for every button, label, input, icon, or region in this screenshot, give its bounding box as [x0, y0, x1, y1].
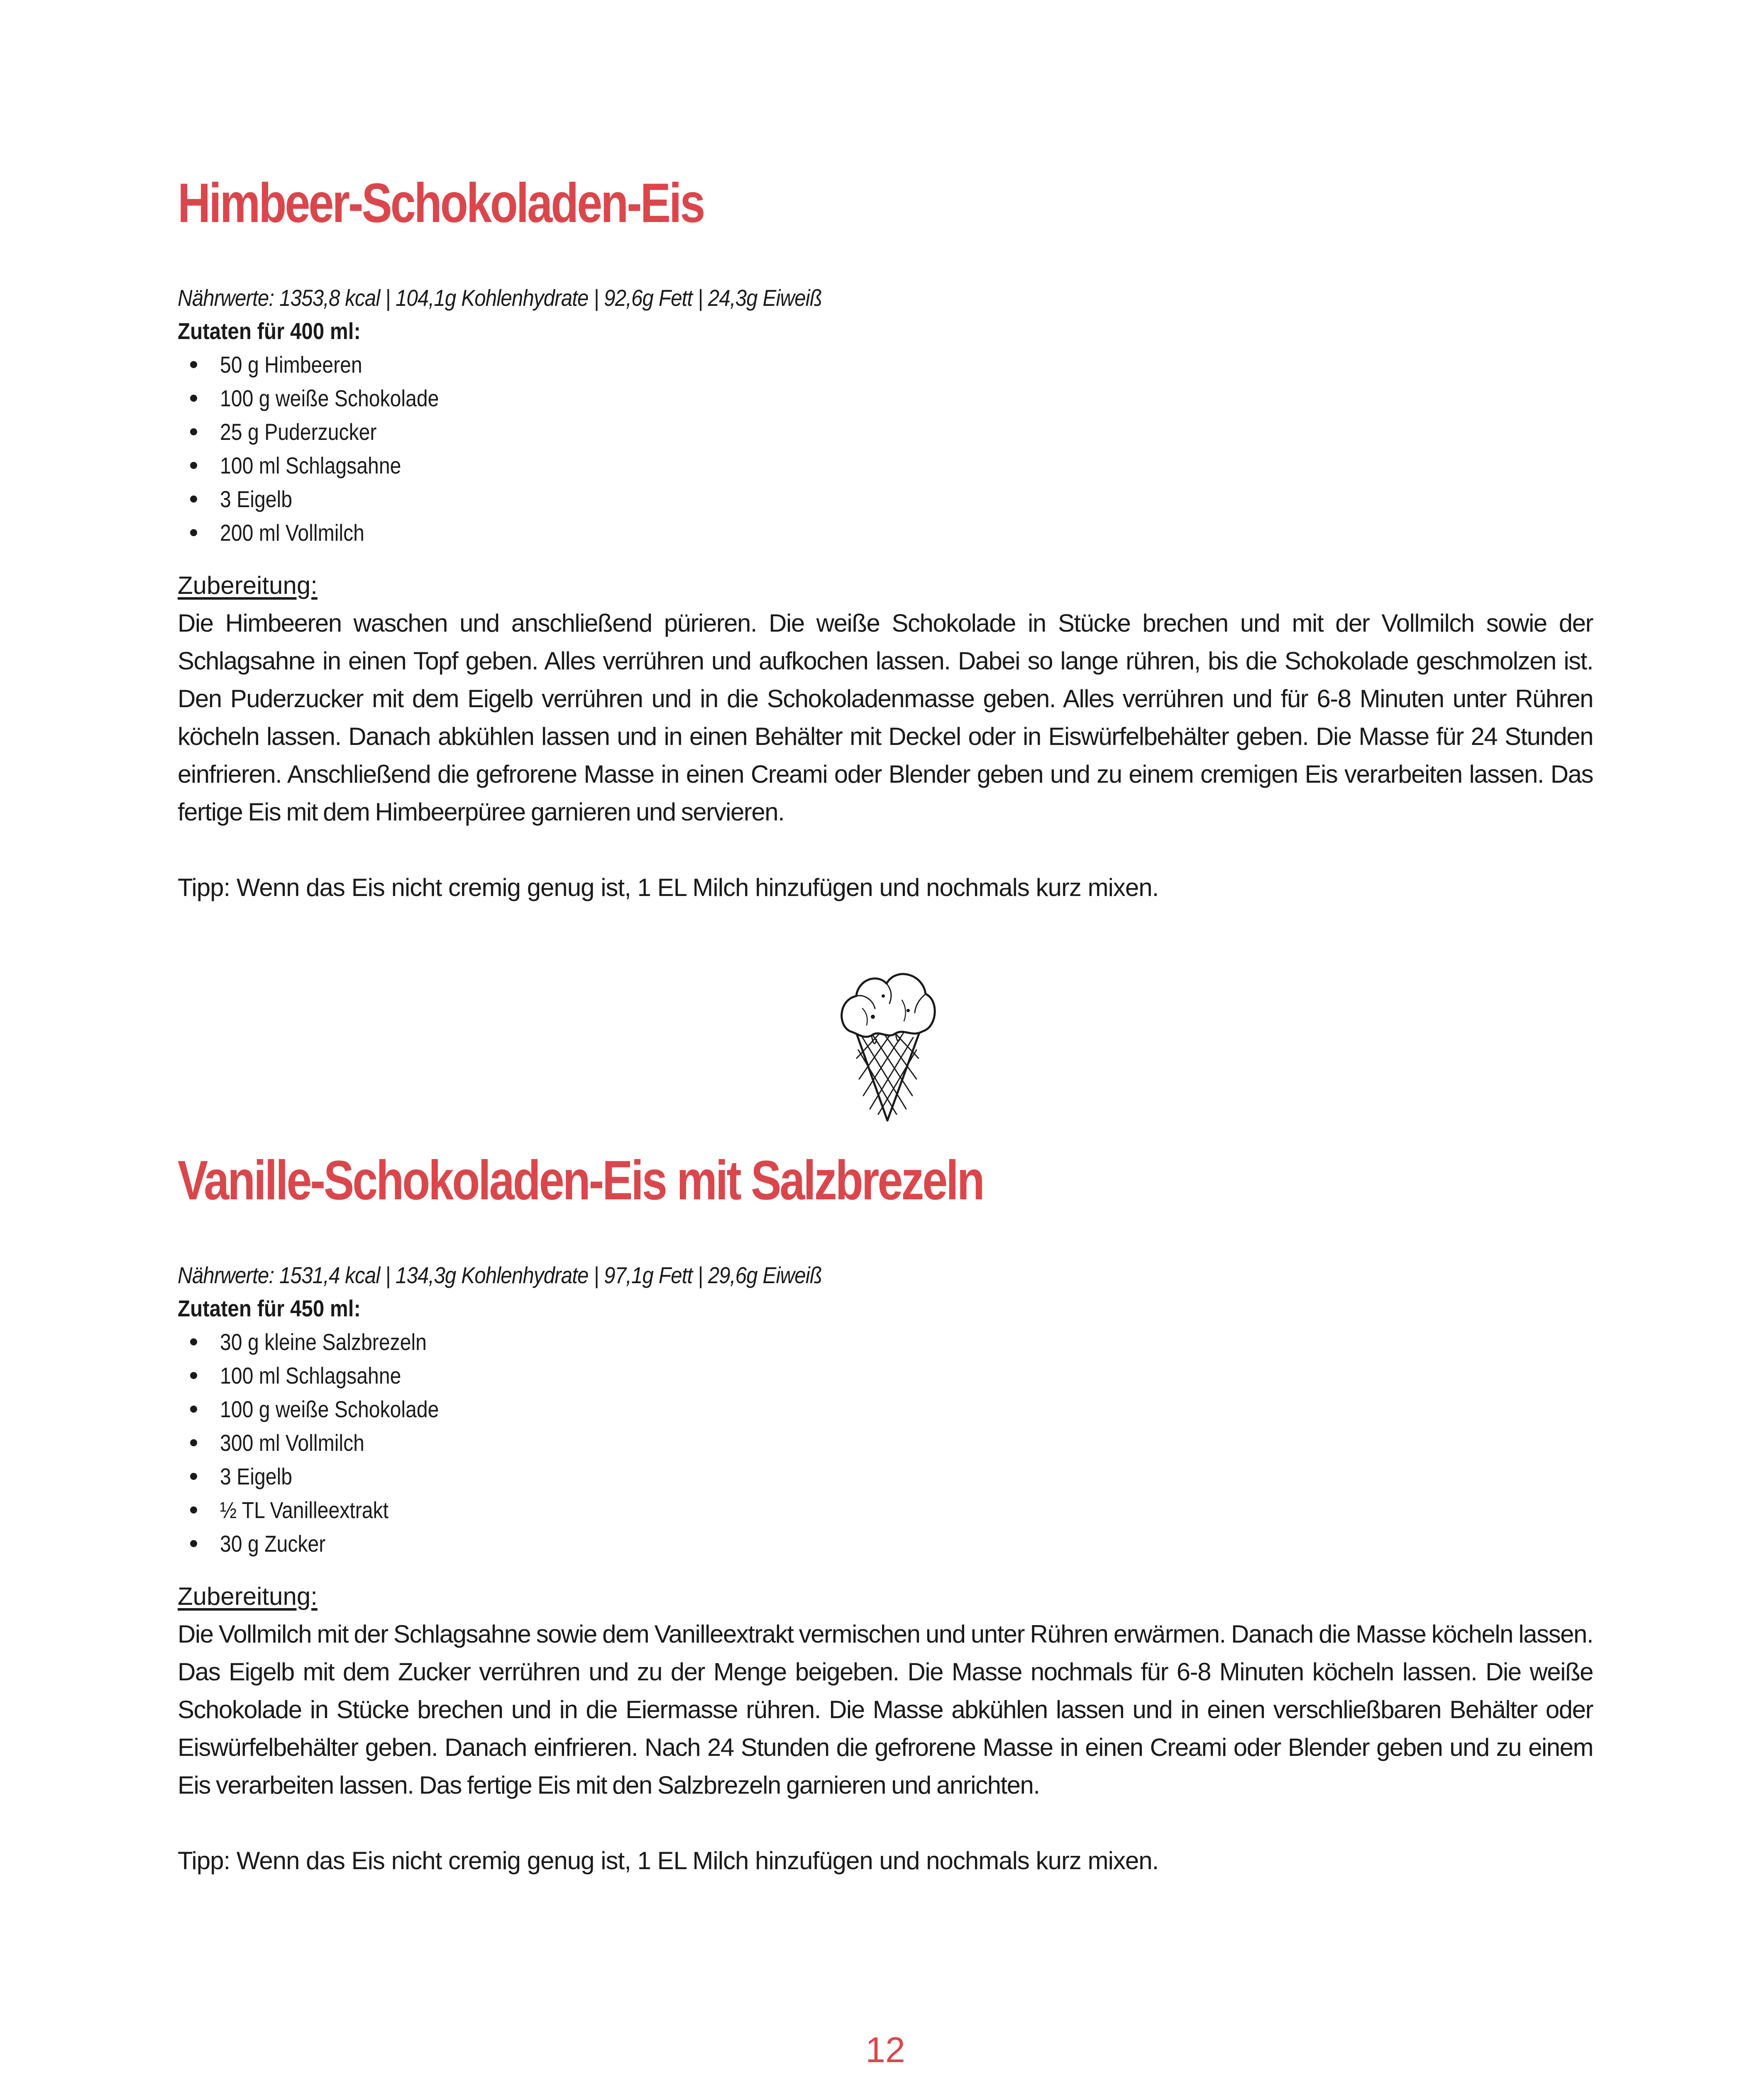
ingredient-item: 3 Eigelb — [178, 482, 1593, 516]
preparation-heading: Zubereitung: — [178, 571, 318, 599]
bullet-icon — [190, 1473, 197, 1480]
ingredient-item: 300 ml Vollmilch — [178, 1426, 1593, 1460]
ingredient-item: 100 ml Schlagsahne — [178, 1359, 1593, 1392]
recipe-raspberry-chocolate — [178, 170, 1593, 906]
ingredients-list — [178, 348, 1593, 549]
bullet-icon — [190, 496, 197, 503]
preparation-text: Die Vollmilch mit der Schlagsahne sowie dem Vanilleextrakt vermischen und unter Rühren erwärmen. Danach die Masse köcheln lassen. Das Eigelb mit dem Zucker verrühren und zu der Menge beigeben. Die Masse nochmals für 6-8 Minuten köcheln lassen. Die weiße Schokolade in Stücke brechen und in die Eiermasse rühren. Die Masse abkühlen lassen und in einen verschließbaren Behälter oder Eiswürfelbehälter geben. Danach einfrieren. Nach 24 Stunden die gefrorene Masse in einen Creami oder Blender geben und zu einem Eis verarbeiten lassen. Das fertige Eis mit den Salzbrezeln garnieren und anrichten. — [178, 1620, 1593, 1799]
recipe-title: Vanille-Schokoladen-Eis mit Salzbrezeln — [178, 1150, 983, 1211]
ingredient-item: 3 Eigelb — [178, 1460, 1593, 1493]
ingredient-item: 50 g Himbeeren — [178, 348, 1593, 381]
nutrition-info: Nährwerte: 1531,4 kcal | 134,3g Kohlenhydrate | 97,1g Fett | 29,6g Eiweiß — [178, 1262, 822, 1288]
recipe-title: Himbeer-Schokoladen-Eis — [178, 172, 704, 234]
ingredient-item: ½ TL Vanilleextrakt — [178, 1493, 1593, 1527]
bullet-icon — [190, 1506, 197, 1514]
recipe-page — [178, 0, 1593, 2075]
ingredient-item: 100 g weiße Schokolade — [178, 381, 1593, 415]
bullet-icon — [190, 395, 197, 402]
preparation-text: Die Himbeeren waschen und anschließend pürieren. Die weiße Schokolade in Stücke brechen und mit der Vollmilch sowie der Schlagsahne in einen Topf geben. Alles verrühren und aufkochen lassen. Dabei so lange rühren, bis die Schokolade geschmolzen ist. Den Puderzucker mit dem Eigelb verrühren und in die Schokoladenmasse geben. Alles verrühren und für 6-8 Minuten unter Rühren köcheln lassen. Danach abkühlen lassen und in einen Behälter mit Deckel oder in Eiswürfelbehälter geben. Die Masse für 24 Stunden einfrieren. Anschließend die gefrorene Masse in einen Creami oder Blender geben und zu einem cremigen Eis verarbeiten lassen. Das fertige Eis mit dem Himbeerpüree garnieren und servieren. — [178, 609, 1593, 826]
ingredients-heading: Zutaten für 400 ml: — [178, 318, 361, 344]
tip-text: Tipp: Wenn das Eis nicht cremig genug ist, 1 EL Milch hinzufügen und nochmals kurz mixen. — [178, 1847, 1159, 1875]
bullet-icon — [190, 1406, 197, 1413]
ingredients-list — [178, 1325, 1593, 1560]
bullet-icon — [190, 462, 197, 469]
page-number: 12 — [865, 2030, 905, 2070]
ingredients-heading: Zutaten für 450 ml: — [178, 1295, 361, 1321]
bullet-icon — [190, 361, 197, 368]
nutrition-info: Nährwerte: 1353,8 kcal | 104,1g Kohlenhydrate | 92,6g Fett | 24,3g Eiweiß — [178, 285, 822, 311]
bullet-icon — [190, 1439, 197, 1446]
bullet-icon — [190, 1372, 197, 1379]
bullet-icon — [190, 1338, 197, 1345]
ice-cream-cone-icon — [833, 954, 941, 1125]
ingredient-item: 25 g Puderzucker — [178, 415, 1593, 449]
ingredient-item: 30 g kleine Salzbrezeln — [178, 1325, 1593, 1359]
bullet-icon — [190, 1540, 197, 1547]
ingredient-item: 100 ml Schlagsahne — [178, 449, 1593, 482]
ingredient-item: 100 g weiße Schokolade — [178, 1392, 1593, 1426]
tip-text: Tipp: Wenn das Eis nicht cremig genug ist, 1 EL Milch hinzufügen und nochmals kurz mixen. — [178, 874, 1159, 901]
ingredient-item: 200 ml Vollmilch — [178, 516, 1593, 549]
bullet-icon — [190, 529, 197, 536]
bullet-icon — [190, 428, 197, 435]
ingredient-item: 30 g Zucker — [178, 1527, 1593, 1560]
recipe-vanilla-chocolate-pretzel — [178, 1147, 1593, 1880]
preparation-heading: Zubereitung: — [178, 1582, 318, 1610]
